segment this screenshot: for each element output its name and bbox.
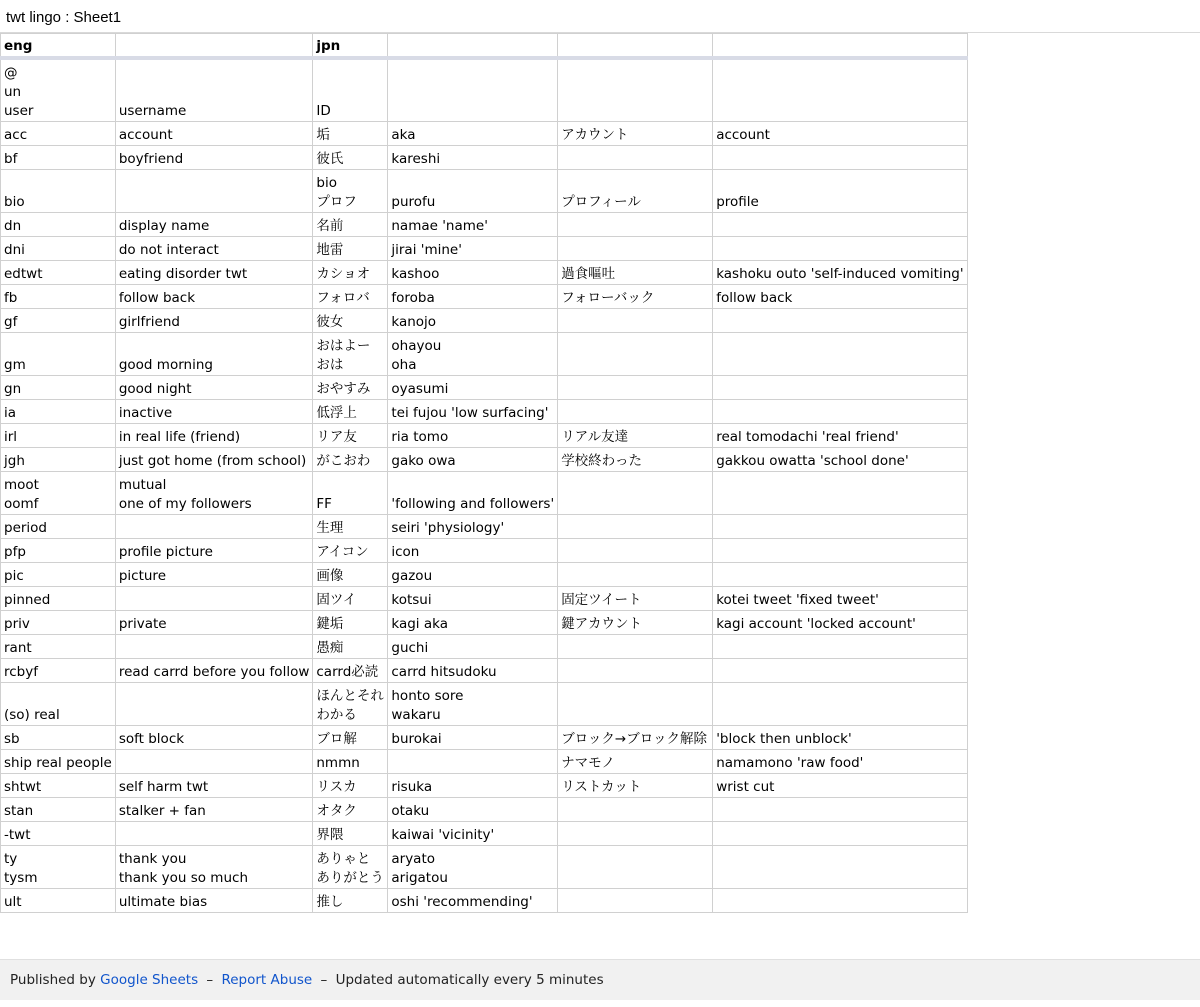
- table-row: [1, 563, 968, 587]
- table-cell: [713, 309, 967, 333]
- table-cell: おやすみ: [313, 376, 388, 400]
- table-cell: nmmn: [313, 750, 388, 774]
- table-cell: burokai: [388, 726, 558, 750]
- footer-bar: [0, 959, 1200, 1000]
- table-cell: kagi account 'locked account': [713, 611, 967, 635]
- table-cell: リストカット: [558, 774, 713, 798]
- table-cell: read carrd before you follow: [115, 659, 313, 683]
- table-row: [1, 424, 968, 448]
- table-cell: 'following and followers': [388, 472, 558, 515]
- table-cell: FF: [313, 472, 388, 515]
- table-cell: [558, 333, 713, 376]
- table-cell: rant: [1, 635, 116, 659]
- table-cell: purofu: [388, 170, 558, 213]
- table-cell: inactive: [115, 400, 313, 424]
- table-cell: [558, 683, 713, 726]
- table-cell: aryato arigatou: [388, 846, 558, 889]
- sheet-container: [0, 33, 968, 913]
- table-cell: picture: [115, 563, 313, 587]
- table-row: [1, 58, 968, 122]
- table-cell: oshi 'recommending': [388, 889, 558, 913]
- table-row: [1, 539, 968, 563]
- table-cell: bio: [1, 170, 116, 213]
- table-cell: gako owa: [388, 448, 558, 472]
- table-cell: fb: [1, 285, 116, 309]
- table-cell: otaku: [388, 798, 558, 822]
- table-row: [1, 515, 968, 539]
- table-row: [1, 889, 968, 913]
- table-row: [1, 213, 968, 237]
- table-cell: おはよー おは: [313, 333, 388, 376]
- table-cell: gn: [1, 376, 116, 400]
- table-cell: 固ツイ: [313, 587, 388, 611]
- table-cell: ほんとそれ わかる: [313, 683, 388, 726]
- table-cell: [558, 400, 713, 424]
- table-row: [1, 659, 968, 683]
- table-cell: honto sore wakaru: [388, 683, 558, 726]
- table-cell: mutual one of my followers: [115, 472, 313, 515]
- table-cell: ia: [1, 400, 116, 424]
- table-cell: [558, 798, 713, 822]
- table-cell: kagi aka: [388, 611, 558, 635]
- table-cell: 生理: [313, 515, 388, 539]
- table-cell: [115, 170, 313, 213]
- table-row: [1, 122, 968, 146]
- table-cell: ブロ解: [313, 726, 388, 750]
- table-cell: [713, 659, 967, 683]
- table-cell: [558, 58, 713, 122]
- table-cell: ship real people: [1, 750, 116, 774]
- table-cell: soft block: [115, 726, 313, 750]
- table-cell: フォローバック: [558, 285, 713, 309]
- table-cell: [713, 376, 967, 400]
- footer-separator: –: [206, 972, 214, 988]
- table-cell: icon: [388, 539, 558, 563]
- table-row: [1, 846, 968, 889]
- table-cell: namamono 'raw food': [713, 750, 967, 774]
- table-cell: 界隈: [313, 822, 388, 846]
- table-cell: [558, 846, 713, 889]
- table-cell: 地雷: [313, 237, 388, 261]
- table-cell: kanojo: [388, 309, 558, 333]
- table-cell: リスカ: [313, 774, 388, 798]
- header-cell: [713, 34, 967, 59]
- table-cell: フォロバ: [313, 285, 388, 309]
- table-cell: [558, 889, 713, 913]
- table-cell: -twt: [1, 822, 116, 846]
- google-sheets-link[interactable]: Google Sheets: [100, 972, 199, 988]
- table-cell: good morning: [115, 333, 313, 376]
- table-cell: account: [713, 122, 967, 146]
- table-cell: thank you thank you so much: [115, 846, 313, 889]
- table-row: [1, 261, 968, 285]
- table-cell: seiri 'physiology': [388, 515, 558, 539]
- update-notice: Updated automatically every 5 minutes: [335, 972, 604, 988]
- table-row: [1, 285, 968, 309]
- table-row: [1, 170, 968, 213]
- table-cell: オタク: [313, 798, 388, 822]
- table-cell: gakkou owatta 'school done': [713, 448, 967, 472]
- table-row: [1, 333, 968, 376]
- table-cell: [713, 146, 967, 170]
- table-cell: [713, 798, 967, 822]
- table-cell: [558, 539, 713, 563]
- table-cell: [558, 472, 713, 515]
- table-header: [1, 34, 968, 59]
- table-cell: girlfriend: [115, 309, 313, 333]
- report-abuse-link[interactable]: Report Abuse: [221, 972, 313, 988]
- table-cell: ultimate bias: [115, 889, 313, 913]
- table-row: [1, 376, 968, 400]
- table-cell: just got home (from school): [115, 448, 313, 472]
- table-cell: pinned: [1, 587, 116, 611]
- table-row: [1, 237, 968, 261]
- table-cell: pfp: [1, 539, 116, 563]
- header-row: [1, 34, 968, 59]
- table-cell: boyfriend: [115, 146, 313, 170]
- table-cell: [713, 237, 967, 261]
- table-cell: 画像: [313, 563, 388, 587]
- footer-separator: –: [320, 972, 328, 988]
- table-cell: [713, 846, 967, 889]
- table-cell: gazou: [388, 563, 558, 587]
- table-cell: リア友: [313, 424, 388, 448]
- table-cell: shtwt: [1, 774, 116, 798]
- table-cell: [558, 515, 713, 539]
- table-cell: [713, 400, 967, 424]
- table-row: [1, 400, 968, 424]
- table-cell: namae 'name': [388, 213, 558, 237]
- table-row: [1, 798, 968, 822]
- table-row: [1, 448, 968, 472]
- table-cell: [558, 237, 713, 261]
- table-cell: kareshi: [388, 146, 558, 170]
- table-cell: 固定ツイート: [558, 587, 713, 611]
- table-cell: 名前: [313, 213, 388, 237]
- table-cell: [558, 213, 713, 237]
- header-cell: jpn: [313, 34, 388, 59]
- spreadsheet-table: [0, 33, 968, 913]
- table-cell: 彼女: [313, 309, 388, 333]
- table-cell: ナマモノ: [558, 750, 713, 774]
- table-cell: username: [115, 58, 313, 122]
- table-cell: [558, 146, 713, 170]
- table-cell: 学校終わった: [558, 448, 713, 472]
- table-cell: ria tomo: [388, 424, 558, 448]
- table-cell: [713, 58, 967, 122]
- table-cell: [713, 563, 967, 587]
- table-cell: プロフィール: [558, 170, 713, 213]
- table-row: [1, 726, 968, 750]
- table-cell: real tomodachi 'real friend': [713, 424, 967, 448]
- published-by-label: Published by: [10, 972, 96, 988]
- table-row: [1, 587, 968, 611]
- table-cell: [115, 822, 313, 846]
- table-cell: carrd hitsudoku: [388, 659, 558, 683]
- table-row: [1, 822, 968, 846]
- table-cell: kashoo: [388, 261, 558, 285]
- table-cell: do not interact: [115, 237, 313, 261]
- table-cell: [713, 822, 967, 846]
- table-cell: ID: [313, 58, 388, 122]
- table-cell: ty tysm: [1, 846, 116, 889]
- table-cell: kotei tweet 'fixed tweet': [713, 587, 967, 611]
- table-cell: bio プロフ: [313, 170, 388, 213]
- table-body: [1, 58, 968, 913]
- table-row: [1, 309, 968, 333]
- table-cell: 鍵垢: [313, 611, 388, 635]
- table-cell: アカウント: [558, 122, 713, 146]
- table-cell: jgh: [1, 448, 116, 472]
- table-cell: [115, 750, 313, 774]
- table-cell: [713, 539, 967, 563]
- table-cell: (so) real: [1, 683, 116, 726]
- table-cell: bf: [1, 146, 116, 170]
- table-row: [1, 774, 968, 798]
- table-cell: カショオ: [313, 261, 388, 285]
- table-cell: gm: [1, 333, 116, 376]
- table-cell: pic: [1, 563, 116, 587]
- table-cell: rcbyf: [1, 659, 116, 683]
- table-row: [1, 683, 968, 726]
- table-cell: private: [115, 611, 313, 635]
- table-cell: jirai 'mine': [388, 237, 558, 261]
- table-cell: [713, 683, 967, 726]
- header-cell: eng: [1, 34, 116, 59]
- table-cell: [558, 659, 713, 683]
- table-cell: [713, 889, 967, 913]
- table-cell: moot oomf: [1, 472, 116, 515]
- table-cell: gf: [1, 309, 116, 333]
- table-cell: [713, 515, 967, 539]
- table-cell: [713, 213, 967, 237]
- header-cell: [115, 34, 313, 59]
- table-cell: [388, 58, 558, 122]
- table-cell: [558, 635, 713, 659]
- table-cell: foroba: [388, 285, 558, 309]
- table-cell: [115, 515, 313, 539]
- table-cell: tei fujou 'low surfacing': [388, 400, 558, 424]
- table-cell: 'block then unblock': [713, 726, 967, 750]
- table-cell: guchi: [388, 635, 558, 659]
- table-cell: リアル友達: [558, 424, 713, 448]
- table-cell: 低浮上: [313, 400, 388, 424]
- table-cell: [115, 635, 313, 659]
- table-row: [1, 611, 968, 635]
- table-cell: アイコン: [313, 539, 388, 563]
- table-cell: [713, 333, 967, 376]
- table-cell: [558, 822, 713, 846]
- table-cell: @ un user: [1, 58, 116, 122]
- table-row: [1, 750, 968, 774]
- table-cell: [115, 587, 313, 611]
- table-cell: [713, 635, 967, 659]
- table-cell: 垢: [313, 122, 388, 146]
- table-cell: eating disorder twt: [115, 261, 313, 285]
- table-cell: profile: [713, 170, 967, 213]
- table-cell: [115, 683, 313, 726]
- table-cell: ohayou oha: [388, 333, 558, 376]
- table-cell: 彼氏: [313, 146, 388, 170]
- table-cell: in real life (friend): [115, 424, 313, 448]
- table-cell: period: [1, 515, 116, 539]
- table-cell: irl: [1, 424, 116, 448]
- table-cell: 鍵アカウント: [558, 611, 713, 635]
- table-cell: stalker + fan: [115, 798, 313, 822]
- table-cell: kaiwai 'vicinity': [388, 822, 558, 846]
- header-cell: [558, 34, 713, 59]
- table-row: [1, 146, 968, 170]
- table-cell: 愚痴: [313, 635, 388, 659]
- table-cell: [713, 472, 967, 515]
- table-cell: [558, 309, 713, 333]
- table-cell: risuka: [388, 774, 558, 798]
- table-cell: oyasumi: [388, 376, 558, 400]
- table-cell: 過食嘔吐: [558, 261, 713, 285]
- table-cell: carrd必読: [313, 659, 388, 683]
- table-cell: [558, 376, 713, 400]
- table-cell: self harm twt: [115, 774, 313, 798]
- table-row: [1, 472, 968, 515]
- table-cell: aka: [388, 122, 558, 146]
- table-cell: dn: [1, 213, 116, 237]
- table-cell: kotsui: [388, 587, 558, 611]
- table-cell: [388, 750, 558, 774]
- table-cell: profile picture: [115, 539, 313, 563]
- table-cell: account: [115, 122, 313, 146]
- table-cell: good night: [115, 376, 313, 400]
- table-cell: wrist cut: [713, 774, 967, 798]
- table-cell: stan: [1, 798, 116, 822]
- table-cell: follow back: [713, 285, 967, 309]
- table-cell: ult: [1, 889, 116, 913]
- table-cell: ブロック→ブロック解除: [558, 726, 713, 750]
- table-cell: display name: [115, 213, 313, 237]
- table-cell: がこおわ: [313, 448, 388, 472]
- document-title: twt lingo : Sheet1: [6, 9, 122, 26]
- table-cell: dni: [1, 237, 116, 261]
- table-cell: ありゃと ありがとう: [313, 846, 388, 889]
- table-cell: kashoku outo 'self-induced vomiting': [713, 261, 967, 285]
- table-row: [1, 635, 968, 659]
- table-cell: edtwt: [1, 261, 116, 285]
- header-cell: [388, 34, 558, 59]
- table-cell: [558, 563, 713, 587]
- table-cell: acc: [1, 122, 116, 146]
- table-cell: 推し: [313, 889, 388, 913]
- table-cell: follow back: [115, 285, 313, 309]
- table-cell: sb: [1, 726, 116, 750]
- table-cell: priv: [1, 611, 116, 635]
